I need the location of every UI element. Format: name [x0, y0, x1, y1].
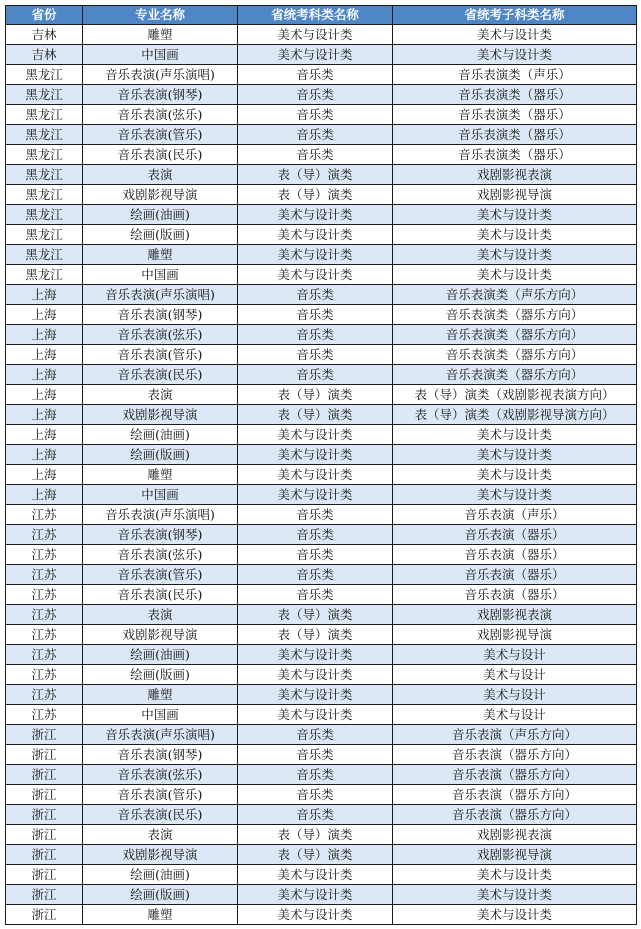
cell-major-name: 绘画(油画) — [83, 205, 238, 225]
table-row — [6, 885, 637, 905]
cell-exam-category: 美术与设计类 — [238, 645, 393, 665]
cell-exam-subcategory: 音乐表演（器乐） — [393, 525, 637, 545]
cell-major-name: 雕塑 — [83, 25, 238, 45]
cell-exam-subcategory: 美术与设计类 — [393, 205, 637, 225]
cell-exam-subcategory: 戏剧影视导演 — [393, 185, 637, 205]
cell-province: 江苏 — [6, 665, 83, 685]
cell-exam-category: 音乐类 — [238, 545, 393, 565]
cell-exam-category: 美术与设计类 — [238, 225, 393, 245]
cell-exam-subcategory: 音乐表演（器乐） — [393, 565, 637, 585]
cell-major-name: 绘画(版画) — [83, 225, 238, 245]
cell-province: 上海 — [6, 465, 83, 485]
cell-exam-subcategory: 音乐表演类（声乐） — [393, 65, 637, 85]
cell-exam-subcategory: 音乐表演类（器乐方向） — [393, 305, 637, 325]
cell-major-name: 音乐表演(钢琴) — [83, 305, 238, 325]
cell-exam-category: 美术与设计类 — [238, 485, 393, 505]
cell-province: 上海 — [6, 425, 83, 445]
cell-major-name: 音乐表演(管乐) — [83, 125, 238, 145]
table-row — [6, 205, 637, 225]
cell-exam-category: 表（导）演类 — [238, 385, 393, 405]
cell-exam-subcategory: 戏剧影视表演 — [393, 605, 637, 625]
cell-major-name: 音乐表演(声乐演唱) — [83, 505, 238, 525]
cell-exam-subcategory: 美术与设计类 — [393, 45, 637, 65]
table-row — [6, 425, 637, 445]
cell-province: 吉林 — [6, 25, 83, 45]
cell-major-name: 音乐表演(弦乐) — [83, 765, 238, 785]
cell-exam-category: 美术与设计类 — [238, 445, 393, 465]
table-row — [6, 605, 637, 625]
cell-province: 浙江 — [6, 825, 83, 845]
cell-exam-subcategory: 美术与设计 — [393, 705, 637, 725]
cell-exam-subcategory: 美术与设计类 — [393, 245, 637, 265]
table-row — [6, 585, 637, 605]
cell-exam-category: 美术与设计类 — [238, 45, 393, 65]
cell-exam-category: 音乐类 — [238, 145, 393, 165]
table-row — [6, 665, 637, 685]
cell-exam-subcategory: 音乐表演类（器乐） — [393, 105, 637, 125]
cell-exam-category: 音乐类 — [238, 285, 393, 305]
cell-province: 江苏 — [6, 565, 83, 585]
cell-province: 上海 — [6, 345, 83, 365]
table-row — [6, 245, 637, 265]
cell-major-name: 绘画(油画) — [83, 425, 238, 445]
cell-province: 上海 — [6, 305, 83, 325]
table-row — [6, 905, 637, 925]
cell-major-name: 中国画 — [83, 485, 238, 505]
cell-exam-category: 表（导）演类 — [238, 625, 393, 645]
table-body — [6, 25, 637, 925]
cell-exam-category: 美术与设计类 — [238, 245, 393, 265]
cell-province: 江苏 — [6, 625, 83, 645]
cell-exam-category: 音乐类 — [238, 65, 393, 85]
cell-exam-subcategory: 戏剧影视表演 — [393, 165, 637, 185]
table-row — [6, 685, 637, 705]
cell-exam-category: 音乐类 — [238, 805, 393, 825]
cell-exam-subcategory: 音乐表演（声乐方向） — [393, 725, 637, 745]
table-row — [6, 845, 637, 865]
table-row — [6, 405, 637, 425]
cell-exam-subcategory: 音乐表演（器乐） — [393, 585, 637, 605]
cell-exam-subcategory: 音乐表演类（器乐） — [393, 125, 637, 145]
cell-exam-category: 表（导）演类 — [238, 845, 393, 865]
cell-major-name: 表演 — [83, 385, 238, 405]
cell-province: 江苏 — [6, 705, 83, 725]
cell-province: 黑龙江 — [6, 225, 83, 245]
cell-exam-subcategory: 音乐表演（器乐） — [393, 545, 637, 565]
cell-major-name: 绘画(版画) — [83, 665, 238, 685]
table-row — [6, 445, 637, 465]
table-row — [6, 725, 637, 745]
table-row — [6, 385, 637, 405]
table-row — [6, 325, 637, 345]
cell-exam-subcategory: 美术与设计类 — [393, 905, 637, 925]
cell-exam-category: 音乐类 — [238, 765, 393, 785]
cell-exam-subcategory: 戏剧影视表演 — [393, 825, 637, 845]
cell-exam-category: 美术与设计类 — [238, 425, 393, 445]
table-row — [6, 45, 637, 65]
cell-province: 浙江 — [6, 845, 83, 865]
cell-exam-subcategory: 音乐表演类（器乐方向） — [393, 365, 637, 385]
cell-major-name: 音乐表演(钢琴) — [83, 745, 238, 765]
table-row — [6, 85, 637, 105]
cell-major-name: 绘画(版画) — [83, 885, 238, 905]
cell-exam-subcategory: 音乐表演类（器乐） — [393, 145, 637, 165]
cell-exam-category: 美术与设计类 — [238, 465, 393, 485]
cell-province: 江苏 — [6, 585, 83, 605]
cell-province: 黑龙江 — [6, 165, 83, 185]
cell-exam-subcategory: 音乐表演类（声乐方向） — [393, 285, 637, 305]
header-major-name: 专业名称 — [83, 6, 238, 25]
cell-province: 浙江 — [6, 745, 83, 765]
table-row — [6, 705, 637, 725]
cell-exam-category: 音乐类 — [238, 565, 393, 585]
cell-major-name: 绘画(油画) — [83, 645, 238, 665]
cell-exam-category: 音乐类 — [238, 505, 393, 525]
cell-exam-category: 音乐类 — [238, 525, 393, 545]
table-row — [6, 645, 637, 665]
cell-province: 浙江 — [6, 805, 83, 825]
table-row — [6, 285, 637, 305]
cell-exam-category: 音乐类 — [238, 125, 393, 145]
cell-major-name: 中国画 — [83, 45, 238, 65]
cell-major-name: 音乐表演(民乐) — [83, 145, 238, 165]
table-row — [6, 865, 637, 885]
cell-exam-category: 美术与设计类 — [238, 265, 393, 285]
table-row — [6, 505, 637, 525]
cell-exam-subcategory: 美术与设计类 — [393, 445, 637, 465]
cell-province: 黑龙江 — [6, 145, 83, 165]
cell-exam-category: 音乐类 — [238, 105, 393, 125]
cell-exam-subcategory: 美术与设计类 — [393, 885, 637, 905]
cell-province: 上海 — [6, 445, 83, 465]
cell-province: 黑龙江 — [6, 245, 83, 265]
cell-province: 上海 — [6, 285, 83, 305]
cell-exam-subcategory: 表（导）演类（戏剧影视导演方向） — [393, 405, 637, 425]
cell-exam-category: 音乐类 — [238, 365, 393, 385]
cell-province: 江苏 — [6, 645, 83, 665]
cell-exam-category: 音乐类 — [238, 585, 393, 605]
cell-exam-subcategory: 音乐表演类（器乐） — [393, 85, 637, 105]
cell-province: 江苏 — [6, 605, 83, 625]
cell-exam-subcategory: 音乐表演（器乐方向） — [393, 745, 637, 765]
cell-exam-category: 美术与设计类 — [238, 25, 393, 45]
table-row — [6, 25, 637, 45]
cell-exam-subcategory: 美术与设计 — [393, 645, 637, 665]
table-row — [6, 785, 637, 805]
table-row — [6, 65, 637, 85]
table-row — [6, 305, 637, 325]
cell-exam-category: 表（导）演类 — [238, 185, 393, 205]
cell-province: 上海 — [6, 365, 83, 385]
cell-exam-subcategory: 音乐表演类（器乐方向） — [393, 325, 637, 345]
cell-major-name: 音乐表演(管乐) — [83, 785, 238, 805]
cell-province: 上海 — [6, 405, 83, 425]
cell-exam-subcategory: 美术与设计类 — [393, 225, 637, 245]
cell-major-name: 音乐表演(声乐演唱) — [83, 285, 238, 305]
cell-major-name: 音乐表演(钢琴) — [83, 525, 238, 545]
cell-major-name: 音乐表演(钢琴) — [83, 85, 238, 105]
cell-major-name: 雕塑 — [83, 685, 238, 705]
table-row — [6, 565, 637, 585]
cell-major-name: 音乐表演(弦乐) — [83, 325, 238, 345]
cell-exam-category: 音乐类 — [238, 725, 393, 745]
cell-exam-subcategory: 美术与设计类 — [393, 465, 637, 485]
cell-exam-category: 音乐类 — [238, 785, 393, 805]
cell-exam-category: 美术与设计类 — [238, 205, 393, 225]
header-province: 省份 — [6, 6, 83, 25]
cell-exam-subcategory: 美术与设计类 — [393, 485, 637, 505]
cell-major-name: 绘画(油画) — [83, 865, 238, 885]
cell-major-name: 表演 — [83, 825, 238, 845]
table-row — [6, 265, 637, 285]
cell-province: 上海 — [6, 485, 83, 505]
cell-exam-category: 美术与设计类 — [238, 885, 393, 905]
table-row — [6, 545, 637, 565]
cell-province: 江苏 — [6, 525, 83, 545]
cell-province: 浙江 — [6, 785, 83, 805]
cell-major-name: 雕塑 — [83, 465, 238, 485]
cell-major-name: 音乐表演(民乐) — [83, 585, 238, 605]
cell-province: 江苏 — [6, 505, 83, 525]
cell-exam-subcategory: 表（导）演类（戏剧影视表演方向） — [393, 385, 637, 405]
cell-exam-subcategory: 音乐表演（器乐方向） — [393, 805, 637, 825]
table-row — [6, 525, 637, 545]
cell-exam-subcategory: 音乐表演（器乐方向） — [393, 785, 637, 805]
cell-major-name: 音乐表演(弦乐) — [83, 105, 238, 125]
cell-exam-subcategory: 音乐表演（器乐方向） — [393, 765, 637, 785]
cell-major-name: 音乐表演(管乐) — [83, 565, 238, 585]
cell-exam-category: 表（导）演类 — [238, 405, 393, 425]
cell-major-name: 绘画(版画) — [83, 445, 238, 465]
cell-province: 黑龙江 — [6, 85, 83, 105]
cell-province: 浙江 — [6, 905, 83, 925]
cell-province: 江苏 — [6, 685, 83, 705]
cell-major-name: 音乐表演(民乐) — [83, 365, 238, 385]
cell-province: 吉林 — [6, 45, 83, 65]
cell-major-name: 表演 — [83, 605, 238, 625]
cell-major-name: 戏剧影视导演 — [83, 185, 238, 205]
cell-province: 黑龙江 — [6, 205, 83, 225]
cell-exam-category: 美术与设计类 — [238, 705, 393, 725]
table-row — [6, 825, 637, 845]
cell-exam-subcategory: 美术与设计类 — [393, 865, 637, 885]
cell-major-name: 戏剧影视导演 — [83, 845, 238, 865]
cell-major-name: 音乐表演(管乐) — [83, 345, 238, 365]
cell-exam-category: 音乐类 — [238, 85, 393, 105]
header-exam-subcategory: 省统考子科类名称 — [393, 6, 637, 25]
cell-exam-category: 表（导）演类 — [238, 825, 393, 845]
table-row — [6, 805, 637, 825]
cell-province: 江苏 — [6, 545, 83, 565]
cell-major-name: 雕塑 — [83, 905, 238, 925]
cell-province: 上海 — [6, 385, 83, 405]
table-row — [6, 125, 637, 145]
table-row — [6, 745, 637, 765]
cell-major-name: 雕塑 — [83, 245, 238, 265]
table-row — [6, 765, 637, 785]
cell-major-name: 音乐表演(声乐演唱) — [83, 725, 238, 745]
cell-exam-category: 美术与设计类 — [238, 665, 393, 685]
table-row — [6, 465, 637, 485]
header-exam-category: 省统考科类名称 — [238, 6, 393, 25]
cell-province: 浙江 — [6, 725, 83, 745]
cell-exam-category: 音乐类 — [238, 325, 393, 345]
table-row — [6, 225, 637, 245]
table-row — [6, 105, 637, 125]
cell-exam-subcategory: 戏剧影视导演 — [393, 845, 637, 865]
cell-province: 浙江 — [6, 765, 83, 785]
cell-exam-category: 表（导）演类 — [238, 605, 393, 625]
cell-exam-subcategory: 美术与设计 — [393, 685, 637, 705]
cell-major-name: 中国画 — [83, 265, 238, 285]
cell-exam-subcategory: 美术与设计类 — [393, 425, 637, 445]
cell-exam-category: 表（导）演类 — [238, 165, 393, 185]
cell-exam-subcategory: 音乐表演（声乐） — [393, 505, 637, 525]
table-row — [6, 365, 637, 385]
cell-province: 黑龙江 — [6, 125, 83, 145]
table-row — [6, 165, 637, 185]
cell-exam-category: 美术与设计类 — [238, 905, 393, 925]
cell-exam-subcategory: 音乐表演类（器乐方向） — [393, 345, 637, 365]
table-row — [6, 345, 637, 365]
major-category-table — [5, 5, 637, 925]
table-row — [6, 485, 637, 505]
cell-major-name: 音乐表演(声乐演唱) — [83, 65, 238, 85]
cell-major-name: 音乐表演(民乐) — [83, 805, 238, 825]
cell-exam-category: 美术与设计类 — [238, 685, 393, 705]
cell-major-name: 戏剧影视导演 — [83, 405, 238, 425]
cell-major-name: 音乐表演(弦乐) — [83, 545, 238, 565]
cell-province: 上海 — [6, 325, 83, 345]
cell-exam-subcategory: 美术与设计类 — [393, 265, 637, 285]
cell-exam-subcategory: 戏剧影视导演 — [393, 625, 637, 645]
cell-exam-category: 音乐类 — [238, 345, 393, 365]
cell-exam-subcategory: 美术与设计类 — [393, 25, 637, 45]
cell-province: 黑龙江 — [6, 185, 83, 205]
cell-province: 黑龙江 — [6, 65, 83, 85]
cell-province: 浙江 — [6, 865, 83, 885]
cell-major-name: 表演 — [83, 165, 238, 185]
cell-exam-subcategory: 美术与设计 — [393, 665, 637, 685]
cell-major-name: 中国画 — [83, 705, 238, 725]
table-row — [6, 145, 637, 165]
cell-exam-category: 音乐类 — [238, 745, 393, 765]
table-row — [6, 185, 637, 205]
cell-exam-category: 音乐类 — [238, 305, 393, 325]
cell-province: 浙江 — [6, 885, 83, 905]
cell-province: 黑龙江 — [6, 265, 83, 285]
header-row — [6, 6, 637, 25]
cell-province: 黑龙江 — [6, 105, 83, 125]
table-row — [6, 625, 637, 645]
cell-exam-category: 美术与设计类 — [238, 865, 393, 885]
cell-major-name: 戏剧影视导演 — [83, 625, 238, 645]
